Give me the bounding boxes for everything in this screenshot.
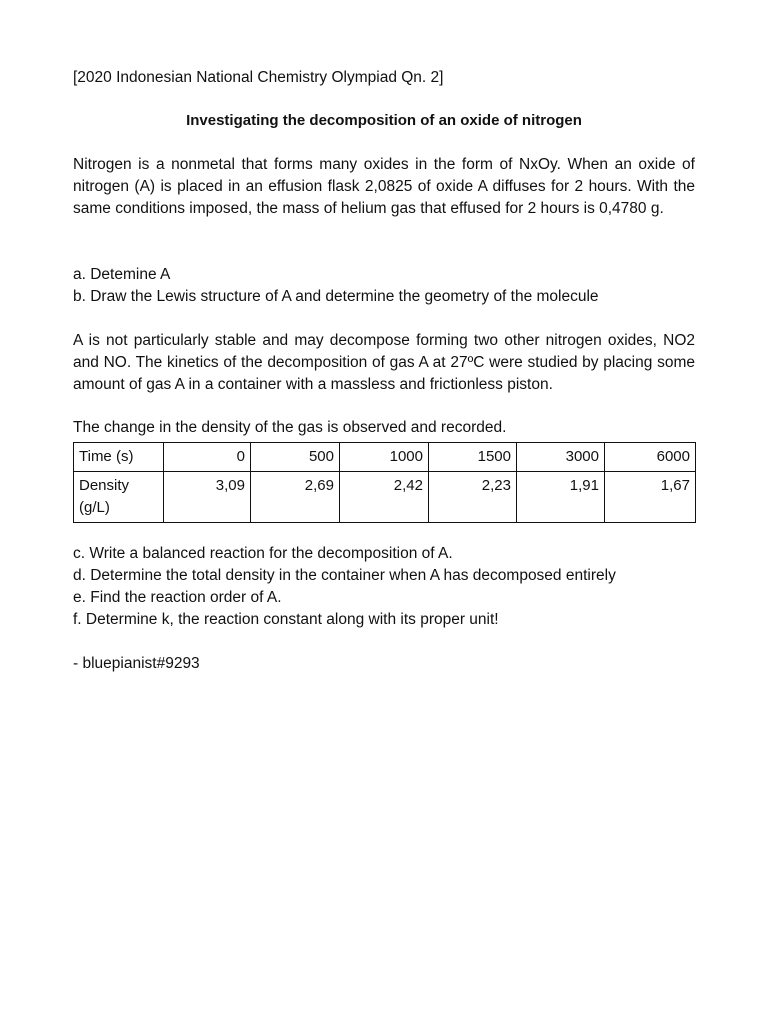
question-d: d. Determine the total density in the container when A has decomposed entirely: [73, 567, 616, 584]
density-cell: 2,23: [429, 472, 517, 523]
table-row-density: [74, 472, 696, 523]
question-f: f. Determine k, the reaction constant along with its proper unit!: [73, 611, 499, 628]
table-intro: The change in the density of the gas is observed and recorded.: [73, 419, 507, 436]
table-row-time: [74, 443, 696, 472]
time-cell: 1000: [340, 443, 429, 472]
question-b: b. Draw the Lewis structure of A and determine the geometry of the molecule: [73, 288, 599, 305]
author-signature: - bluepianist#9293: [73, 655, 200, 672]
density-cell: 1,91: [517, 472, 605, 523]
decomposition-paragraph: A is not particularly stable and may decompose forming two other nitrogen oxides, NO2 and NO. The kinetics of the decomposition of gas A at 27ºC were studied by placing some amount of gas A in a container with a massless and frictionless piston.: [73, 332, 695, 393]
time-cell: 0: [164, 443, 251, 472]
source-header: [2020 Indonesian National Chemistry Olympiad Qn. 2]: [73, 69, 444, 86]
time-cell: 6000: [605, 443, 696, 472]
density-cell: 2,42: [340, 472, 429, 523]
time-cell: 1500: [429, 443, 517, 472]
question-e: e. Find the reaction order of A.: [73, 589, 282, 606]
question-a: a. Detemine A: [73, 266, 171, 283]
question-c: c. Write a balanced reaction for the decomposition of A.: [73, 545, 453, 562]
density-cell: 2,69: [251, 472, 340, 523]
time-header-cell: Time (s): [74, 443, 164, 472]
time-cell: 500: [251, 443, 340, 472]
time-cell: 3000: [517, 443, 605, 472]
density-cell: 3,09: [164, 472, 251, 523]
density-cell: 1,67: [605, 472, 696, 523]
document-title: Investigating the decomposition of an oxide of nitrogen: [186, 112, 582, 129]
intro-paragraph: Nitrogen is a nonmetal that forms many oxides in the form of NxOy. When an oxide of nitrogen (A) is placed in an effusion flask 2,0825 of oxide A diffuses for 2 hours. With the same conditions imposed, the mass of helium gas that effused for 2 hours is 0,4780 g.: [73, 156, 695, 217]
density-table: [73, 442, 696, 523]
density-header-cell: Density (g/L): [74, 472, 164, 523]
